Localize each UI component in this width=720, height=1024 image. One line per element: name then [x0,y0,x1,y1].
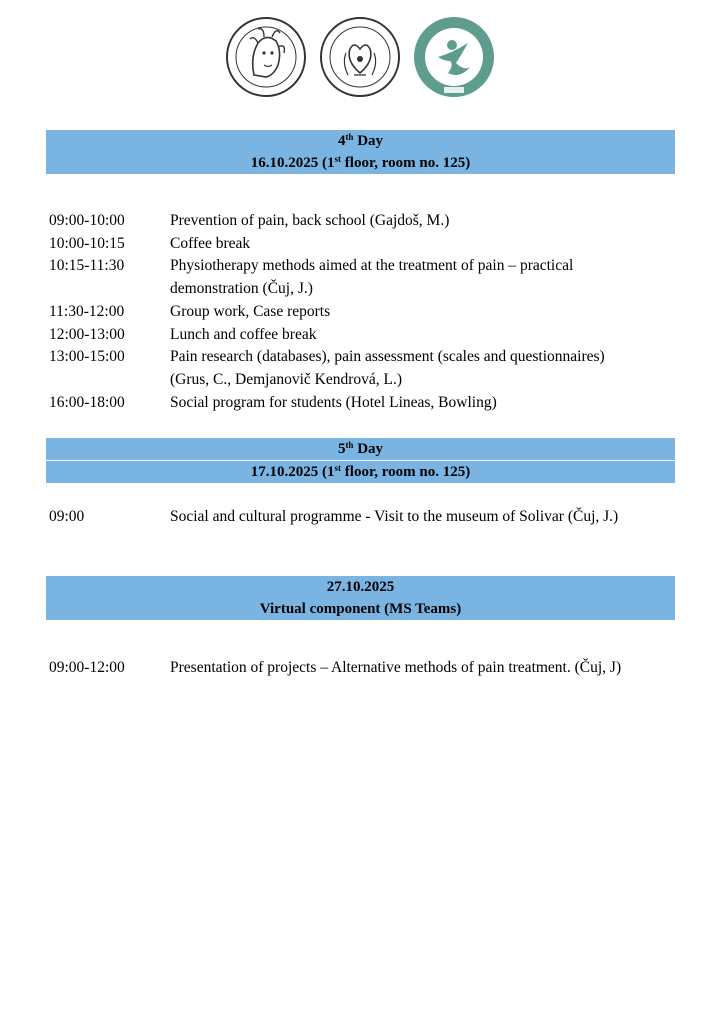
header-logos [0,13,720,101]
day4-header-band [46,130,675,174]
virtual-title: Virtual component (MS Teams) [259,601,462,617]
schedule-row [49,392,679,415]
virtual-date: 27.10.2025 [326,579,395,595]
day4-schedule [49,210,679,414]
schedule-activity: Coffee break [170,234,251,252]
schedule-time: 11:30-12:00 [49,302,125,320]
virtual-header-band [46,576,675,620]
schedule-activity: Prevention of pain, back school (Gajdoš, M.) [170,212,450,229]
day4-date-location: 16.10.2025 (1st floor, room no. 125) [250,154,471,171]
physiotherapy-department-logo [412,13,496,101]
day5-header-band [46,438,675,483]
schedule-time: 16:00-18:00 [49,393,125,411]
schedule-time: 12:00-13:00 [49,325,125,343]
schedule-time: 09:00-10:00 [49,212,125,229]
schedule-row [49,346,679,391]
schedule-row [49,506,679,529]
schedule-time: 10:00-10:15 [49,234,125,252]
schedule-activity: Physiotherapy methods aimed at the treatment of pain – practical demonstration (Čuj, J.) [170,257,574,298]
schedule-row [49,255,679,300]
schedule-activity: Social and cultural programme - Visit to the museum of Solivar (Čuj, J.) [170,508,619,525]
schedule-row [49,657,679,680]
day4-title: 4th Day [337,132,384,149]
schedule-row [49,324,679,347]
schedule-activity: Lunch and coffee break [170,325,317,343]
schedule-activity: Social program for students (Hotel Lineas, Bowling) [170,393,497,411]
schedule-activity: Group work, Case reports [170,302,331,320]
day5-schedule [49,506,679,529]
schedule-activity: Pain research (databases), pain assessment (scales and questionnaires) (Grus, C., Demjanovič Kendrová, L.) [170,348,605,388]
day5-date-location: 17.10.2025 (1st floor, room no. 125) [46,460,675,483]
schedule-activity: Presentation of projects – Alternative methods of pain treatment. (Čuj, J) [170,659,622,676]
schedule-row [49,301,679,324]
university-seal-logo [224,13,308,101]
schedule-time: 13:00-15:00 [49,348,125,366]
schedule-time: 10:15-11:30 [49,257,125,275]
virtual-schedule [49,657,679,680]
schedule-time: 09:00-12:00 [49,659,125,676]
schedule-row [49,210,679,233]
day5-title: 5th Day [337,440,384,457]
schedule-time: 09:00 [49,508,85,525]
schedule-row [49,233,679,256]
faculty-seal-logo [318,13,402,101]
